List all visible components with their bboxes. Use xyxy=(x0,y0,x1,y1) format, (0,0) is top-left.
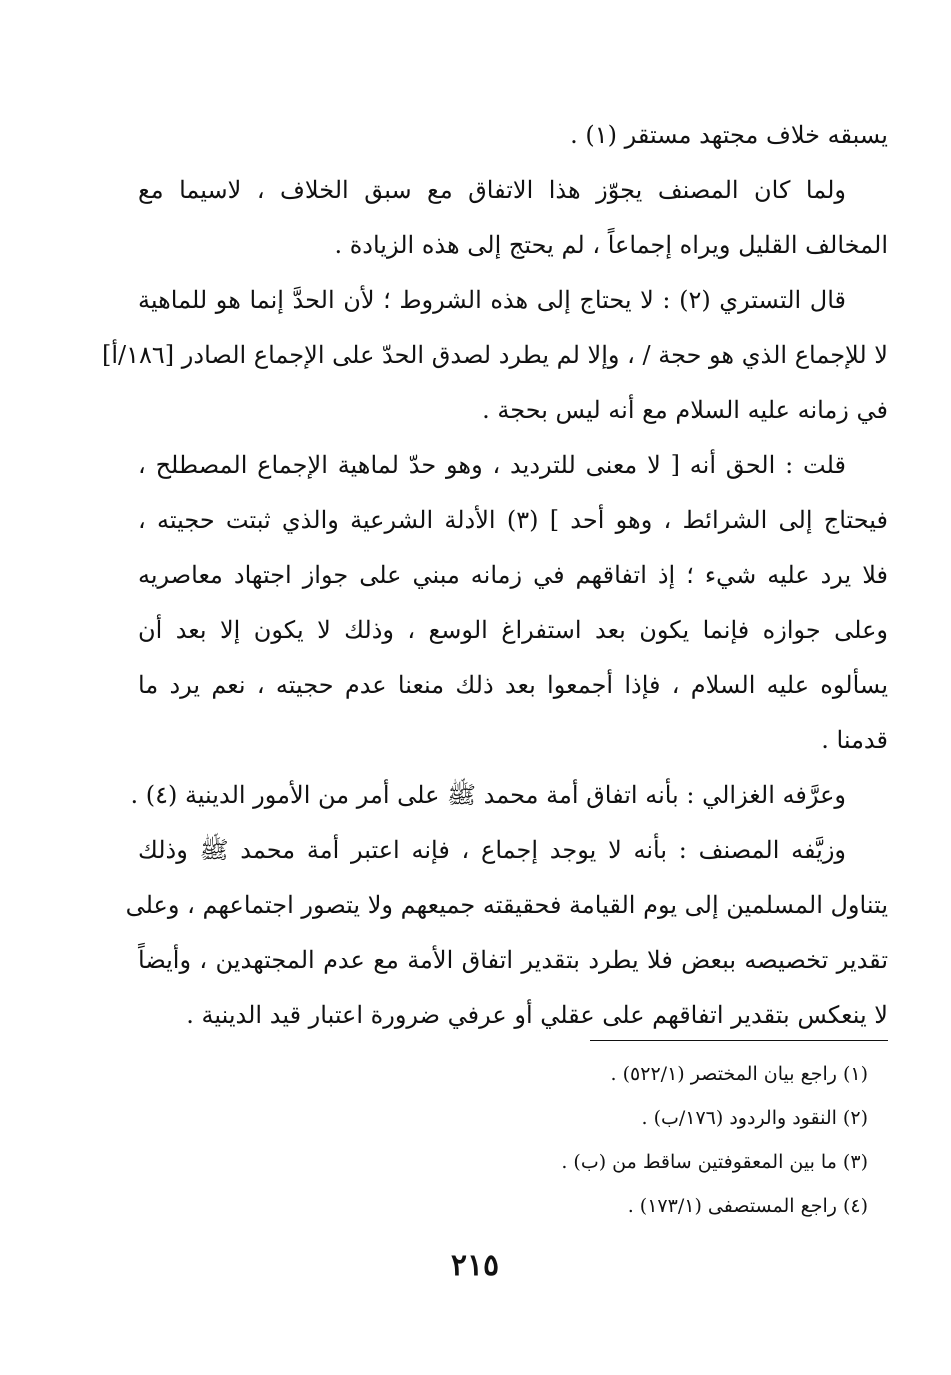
footnote: (٤) راجع المستصفى (١٧٣/١) . xyxy=(627,1195,868,1217)
text-line: يسألوه عليه السلام ، فإذا أجمعوا بعد ذلك منعنا عدم حجيته ، نعم يرد ما xyxy=(138,671,888,699)
text-line: ولما كان المصنف يجوّز هذا الاتفاق مع سبق الخلاف ، لاسيما مع xyxy=(138,176,846,204)
footnote: (٢) النقود والردود (١٧٦/ب) . xyxy=(641,1107,868,1129)
text-line: قدمنا . xyxy=(821,726,888,754)
text-line: قال التستري (٢) : لا يحتاج إلى هذه الشروط ؛ لأن الحدَّ إنما هو للماهية xyxy=(138,286,846,314)
text-line: وزيَّفه المصنف : بأنه لا يوجد إجماع ، فإنه اعتبر أمة محمد ﷺ وذلك xyxy=(138,836,846,864)
text-line: يسبقه خلاف مجتهد مستقر (١) . xyxy=(570,121,888,149)
text-line: لا للإجماع الذي هو حجة / ، وإلا لم يطرد لصدق الحدّ على الإجماع الصادر [١٨٦/أ] xyxy=(102,341,888,369)
text-line: في زمانه عليه السلام مع أنه ليس بحجة . xyxy=(482,396,888,424)
text-line: المخالف القليل ويراه إجماعاً ، لم يحتج إلى هذه الزيادة . xyxy=(334,231,888,259)
page-number: ٢١٥ xyxy=(450,1248,500,1283)
footnote: (١) راجع بيان المختصر (٥٢٢/١) . xyxy=(610,1063,868,1085)
main-text xyxy=(102,108,888,1043)
footnote: (٣) ما بين المعقوفتين ساقط من (ب) . xyxy=(561,1151,868,1173)
text-line: فلا يرد عليه شيء ؛ إذ اتفاقهم في زمانه مبني على جواز اجتهاد معاصريه xyxy=(138,561,888,589)
footnotes xyxy=(470,1052,868,1228)
text-line: يتناول المسلمين إلى يوم القيامة فحقيقته جميعهم ولا يتصور اجتماعهم ، وعلى xyxy=(125,891,888,919)
text-line: لا ينعكس بتقدير اتفاقهم على عقلي أو عرفي ضرورة اعتبار قيد الدينية . xyxy=(186,1001,888,1029)
text-line: تقدير تخصيصه ببعض فلا يطرد بتقدير اتفاق الأمة مع عدم المجتهدين ، وأيضاً xyxy=(138,946,888,974)
footnote-separator xyxy=(590,1040,888,1041)
text-line: قلت : الحق أنه [ لا معنى للترديد ، وهو حدّ لماهية الإجماع المصطلح ، xyxy=(138,451,846,479)
text-line: وعلى جوازه فإنما يكون بعد استفراغ الوسع ، وذلك لا يكون إلا بعد أن xyxy=(138,616,888,644)
text-line: فيحتاج إلى الشرائط ، وهو أحد ] (٣) الأدلة الشرعية والذي ثبتت حجيته ، xyxy=(138,506,888,534)
text-line: وعرَّفه الغزالي : بأنه اتفاق أمة محمد ﷺ على أمر من الأمور الدينية (٤) . xyxy=(130,781,846,809)
